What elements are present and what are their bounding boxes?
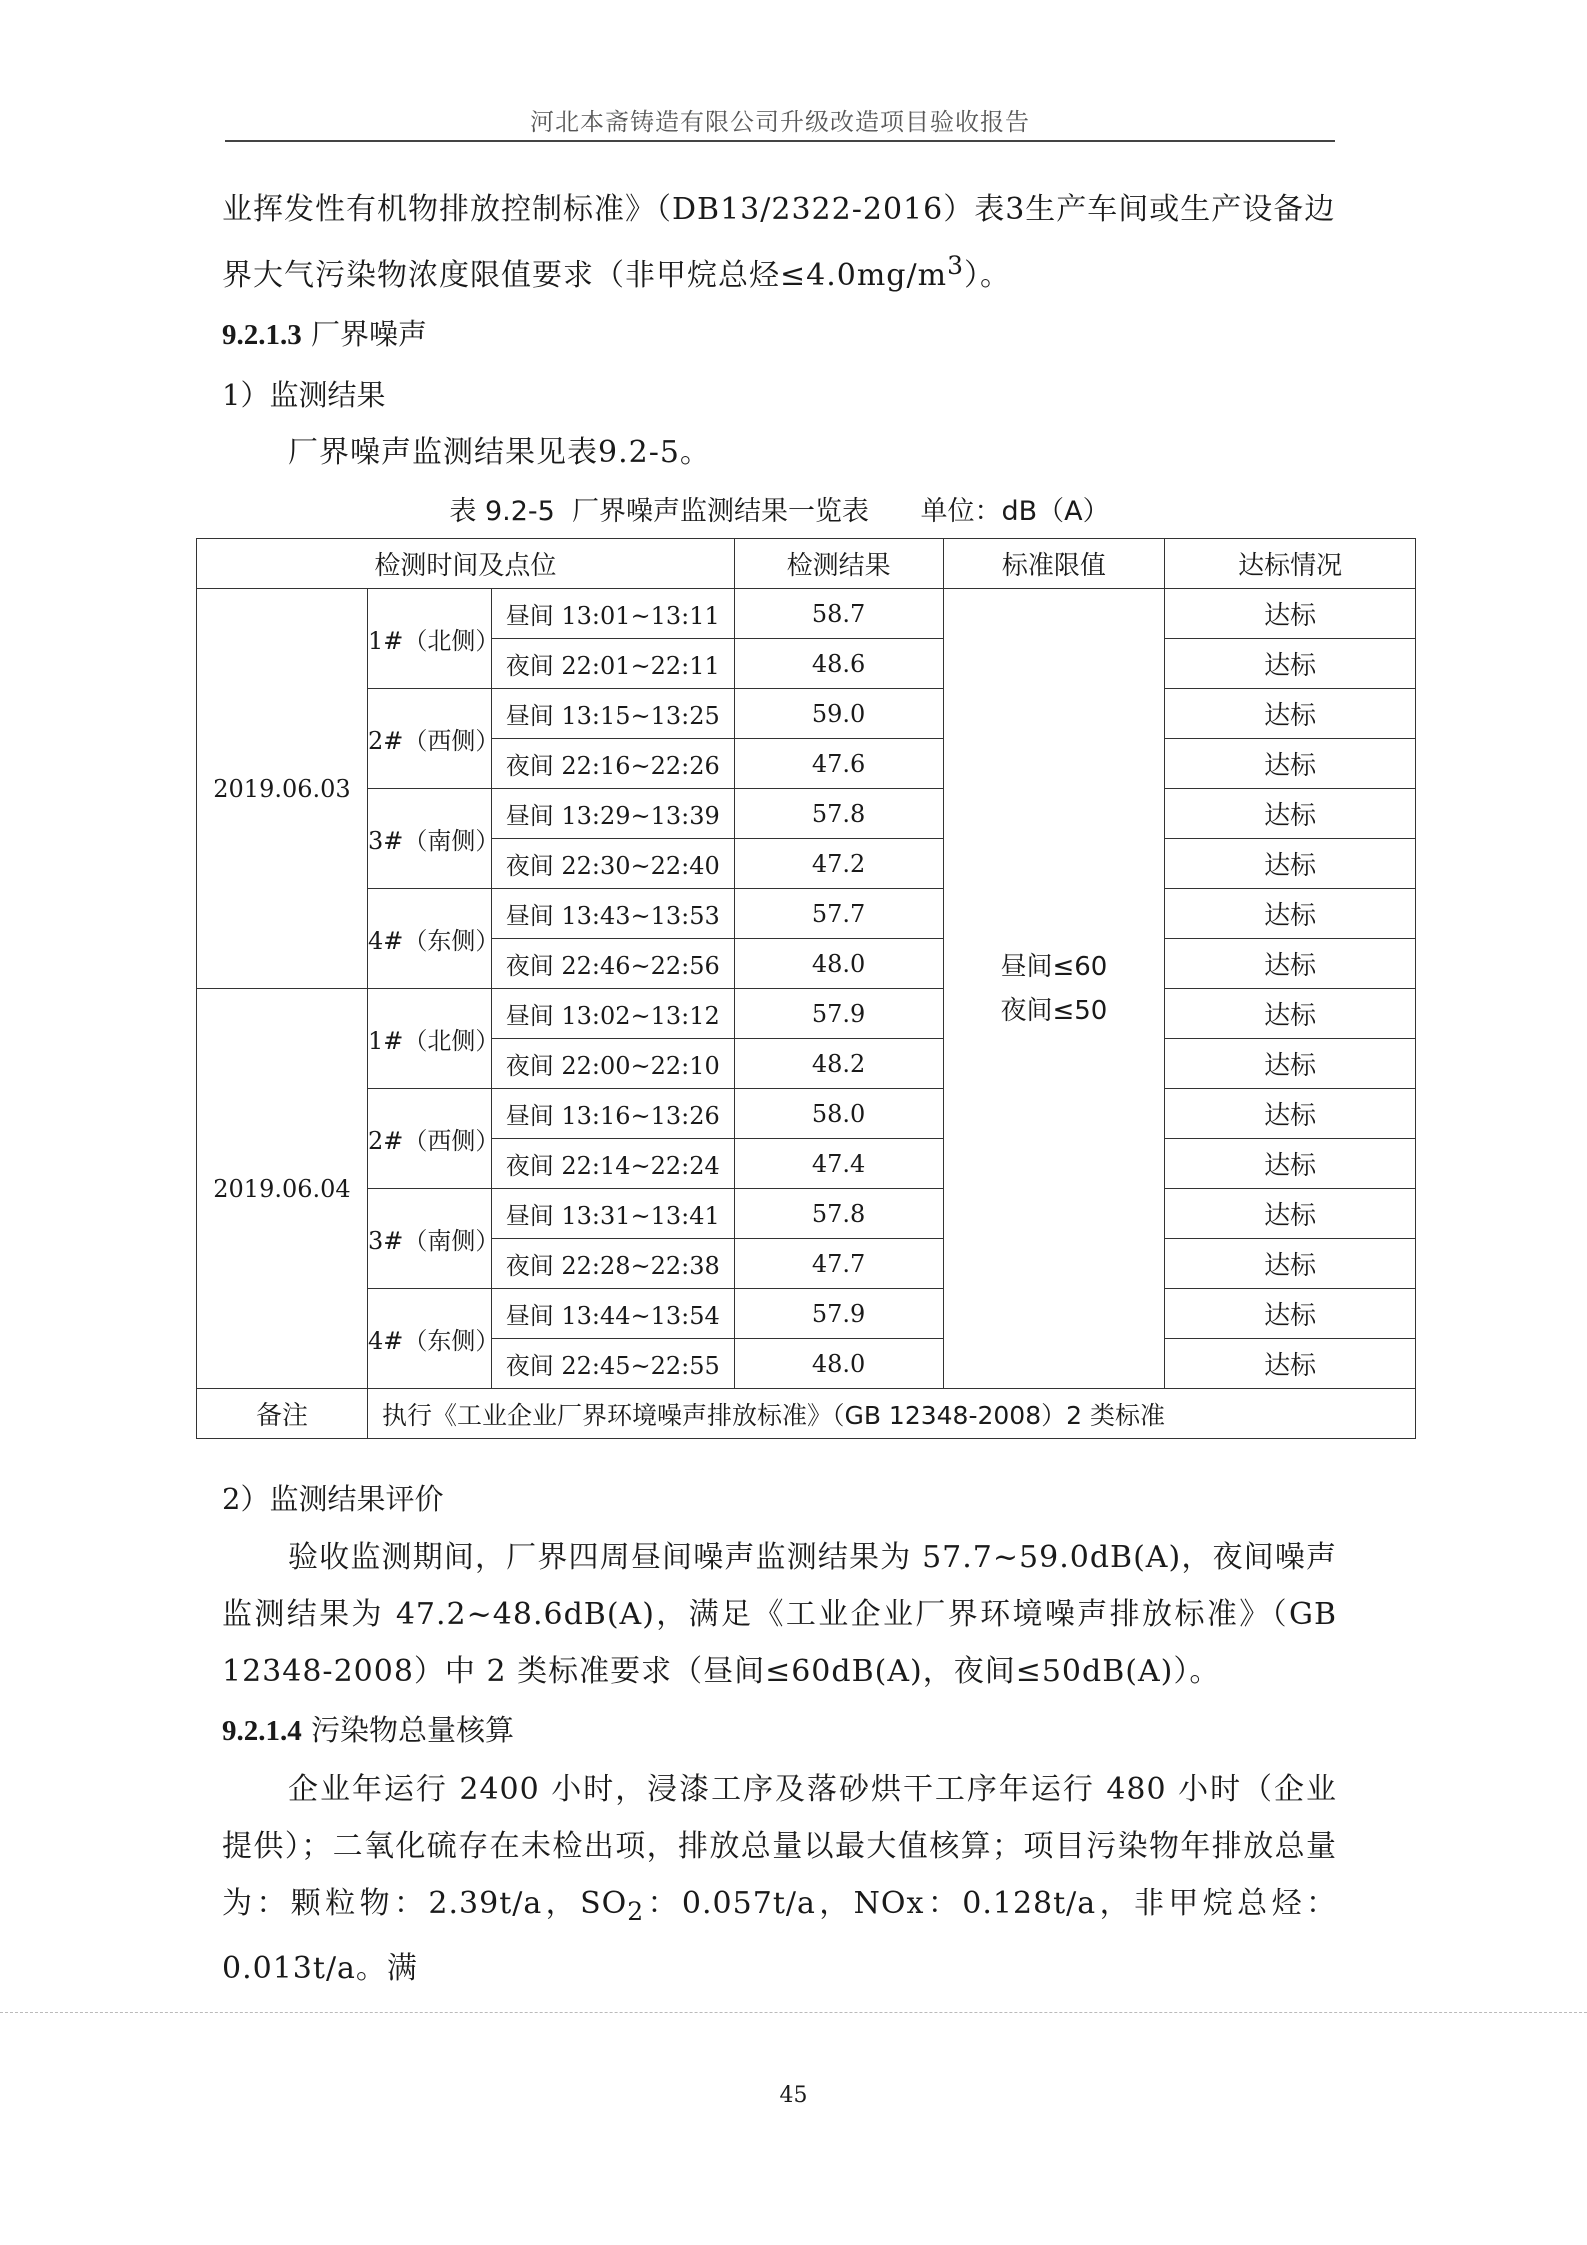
- compliance-cell: 达标: [1165, 1089, 1416, 1139]
- total-text-end: ：0.057t/a，NOx：0.128t/a，非甲烷总烃：0.013t/a。满: [222, 1886, 1337, 1986]
- compliance-cell: 达标: [1165, 889, 1416, 939]
- compliance-cell: 达标: [1165, 1339, 1416, 1389]
- total-text-main: 企业年运行 2400 小时，浸漆工序及落砂烘干工序年运行 480 小时（企业提供）；二氧化硫存在未检出项，排放总量以最大值核算；项目污染物年排放总量为：颗粒物：2.39t/a，SO: [222, 1772, 1337, 1921]
- section-title: 污染物总量核算: [310, 1713, 514, 1747]
- result-cell: 47.6: [734, 739, 943, 789]
- compliance-cell: 达标: [1165, 589, 1416, 639]
- scan-artifact-line: [0, 2012, 1587, 2013]
- subscript: 2: [627, 1897, 645, 1926]
- standard-day: 昼间≤60: [1000, 951, 1108, 982]
- header-standard: 标准限值: [943, 539, 1165, 589]
- header-rule: [225, 140, 1335, 142]
- compliance-cell: 达标: [1165, 1039, 1416, 1089]
- result-cell: 48.2: [734, 1039, 943, 1089]
- point-cell: 4#（东侧）: [367, 889, 491, 989]
- compliance-cell: 达标: [1165, 1139, 1416, 1189]
- table-row: [197, 989, 1416, 1039]
- note-row: [197, 1389, 1416, 1439]
- running-header: 河北本斋铸造有限公司升级改造项目验收报告: [530, 108, 1030, 136]
- superscript: 3: [947, 251, 964, 280]
- table-row: [197, 589, 1416, 639]
- subheading-monitoring-results: 1）监测结果: [222, 378, 386, 412]
- time-cell: 昼间 13:44~13:54: [491, 1289, 734, 1339]
- table-caption: 表 9.2-5 厂界噪声监测结果一览表 单位：dB（A）: [449, 496, 1110, 527]
- section-heading-9213: [222, 304, 1337, 365]
- time-cell: 昼间 13:16~13:26: [491, 1089, 734, 1139]
- table-row: [197, 1089, 1416, 1139]
- time-cell: 夜间 22:30~22:40: [491, 839, 734, 889]
- section-heading-9214: [222, 1700, 1337, 1761]
- header-time-location: 检测时间及点位: [197, 539, 735, 589]
- intro-line-2: [222, 238, 1337, 304]
- result-cell: 59.0: [734, 689, 943, 739]
- result-cell: 58.0: [734, 1089, 943, 1139]
- result-cell: 57.9: [734, 989, 943, 1039]
- result-cell: 47.7: [734, 1239, 943, 1289]
- compliance-cell: 达标: [1165, 639, 1416, 689]
- time-cell: 昼间 13:31~13:41: [491, 1189, 734, 1239]
- time-cell: 昼间 13:02~13:12: [491, 989, 734, 1039]
- result-cell: 57.7: [734, 889, 943, 939]
- result-cell: 47.2: [734, 839, 943, 889]
- point-cell: 3#（南侧）: [367, 789, 491, 889]
- result-cell: 48.6: [734, 639, 943, 689]
- point-cell: 2#（西侧）: [367, 1089, 491, 1189]
- page-number: 45: [779, 2083, 808, 2108]
- time-cell: 夜间 22:45~22:55: [491, 1339, 734, 1389]
- result-cell: 48.0: [734, 939, 943, 989]
- results-reference: 厂界噪声监测结果见表9.2-5。: [288, 435, 711, 470]
- compliance-cell: 达标: [1165, 989, 1416, 1039]
- intro-line-1: 业挥发性有机物排放控制标准》（DB13/2322-2016）表3生产车间或生产设备边: [222, 192, 1336, 227]
- point-cell: 2#（西侧）: [367, 689, 491, 789]
- table-row: [197, 789, 1416, 839]
- compliance-cell: 达标: [1165, 739, 1416, 789]
- compliance-cell: 达标: [1165, 1239, 1416, 1289]
- result-cell: 57.8: [734, 1189, 943, 1239]
- evaluation-text: 验收监测期间，厂界四周昼间噪声监测结果为 57.7~59.0dB(A)，夜间噪声监测结果为 47.2~48.6dB(A)，满足《工业企业厂界环境噪声排放标准》（GB 12348-2008）中 2 类标准要求（昼间≤60dB(A)，夜间≤50dB(A)）。: [222, 1540, 1337, 1689]
- table-body: [197, 589, 1416, 1389]
- time-cell: 夜间 22:28~22:38: [491, 1239, 734, 1289]
- table-row: [197, 1189, 1416, 1239]
- time-cell: 昼间 13:43~13:53: [491, 889, 734, 939]
- table-row: [197, 689, 1416, 739]
- compliance-cell: 达标: [1165, 839, 1416, 889]
- subheading-evaluation: 2）监测结果评价: [222, 1482, 444, 1516]
- point-cell: 4#（东侧）: [367, 1289, 491, 1389]
- time-cell: 夜间 22:00~22:10: [491, 1039, 734, 1089]
- point-cell: 3#（南侧）: [367, 1189, 491, 1289]
- page-content: [213, 182, 1343, 1997]
- time-cell: 夜间 22:16~22:26: [491, 739, 734, 789]
- section-number: 9.2.1.4: [222, 1715, 302, 1747]
- time-cell: 昼间 13:29~13:39: [491, 789, 734, 839]
- point-cell: 1#（北侧）: [367, 589, 491, 689]
- time-cell: 夜间 22:14~22:24: [491, 1139, 734, 1189]
- date-cell: 2019.06.03: [197, 589, 368, 989]
- section-number: 9.2.1.3: [222, 319, 302, 351]
- result-cell: 48.0: [734, 1339, 943, 1389]
- table-row: [197, 1289, 1416, 1339]
- total-accounting-text: [222, 1761, 1337, 1997]
- time-cell: 夜间 22:46~22:56: [491, 939, 734, 989]
- point-cell: 1#（北侧）: [367, 989, 491, 1089]
- header-compliance: 达标情况: [1165, 539, 1416, 589]
- compliance-cell: 达标: [1165, 1289, 1416, 1339]
- table-header-row: [197, 539, 1416, 589]
- compliance-cell: 达标: [1165, 789, 1416, 839]
- result-cell: 47.4: [734, 1139, 943, 1189]
- standard-night: 夜间≤50: [1000, 995, 1108, 1026]
- section-title: 厂界噪声: [310, 317, 427, 351]
- standard-limit-cell: [943, 589, 1165, 1389]
- table-row: [197, 889, 1416, 939]
- result-cell: 57.8: [734, 789, 943, 839]
- note-label: 备注: [197, 1389, 368, 1439]
- compliance-cell: 达标: [1165, 689, 1416, 739]
- compliance-cell: 达标: [1165, 939, 1416, 989]
- intro-line-2-text: 界大气污染物浓度限值要求（非甲烷总烃≤4.0mg/m: [222, 258, 948, 293]
- header-result: 检测结果: [734, 539, 943, 589]
- intro-line-2-end: ）。: [963, 258, 1011, 293]
- compliance-cell: 达标: [1165, 1189, 1416, 1239]
- note-text: 执行《工业企业厂界环境噪声排放标准》（GB 12348-2008）2 类标准: [367, 1389, 1415, 1439]
- time-cell: 昼间 13:15~13:25: [491, 689, 734, 739]
- noise-results-table: [196, 538, 1416, 1439]
- result-cell: 57.9: [734, 1289, 943, 1339]
- result-cell: 58.7: [734, 589, 943, 639]
- time-cell: 夜间 22:01~22:11: [491, 639, 734, 689]
- time-cell: 昼间 13:01~13:11: [491, 589, 734, 639]
- date-cell: 2019.06.04: [197, 989, 368, 1389]
